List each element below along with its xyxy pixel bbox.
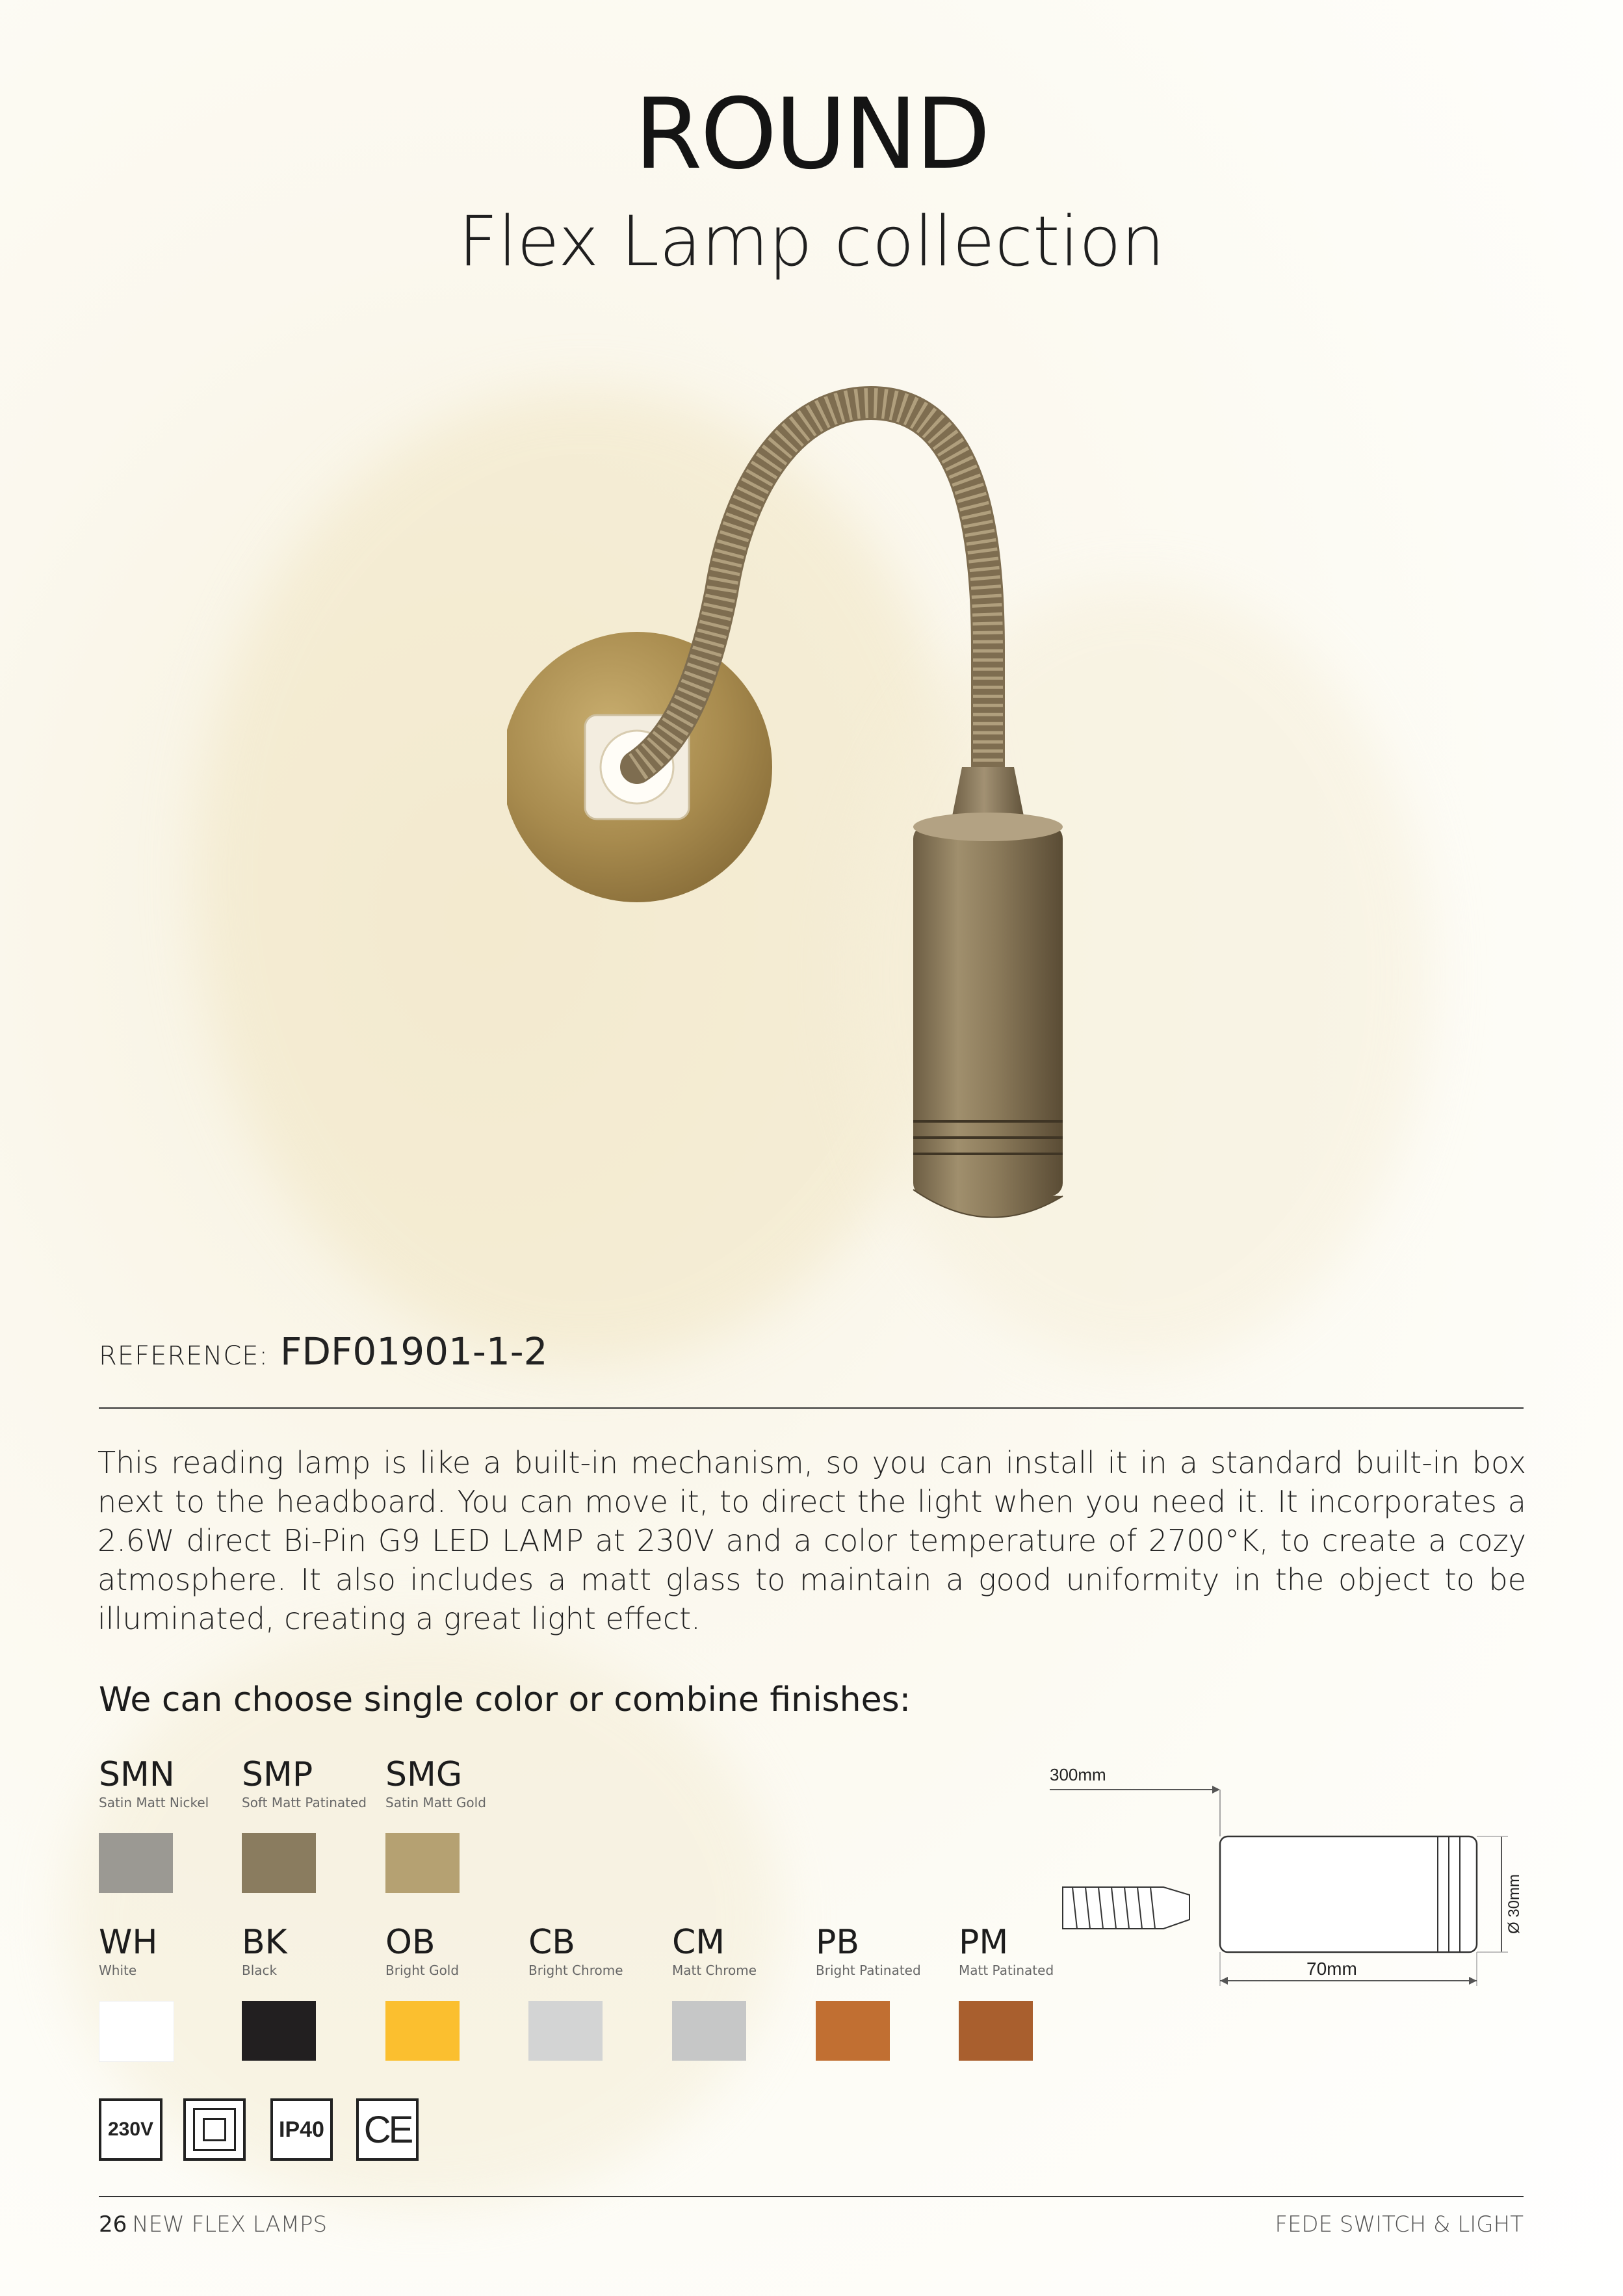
finish-swatch-bk <box>242 1923 372 2061</box>
diameter-label: Ø 30mm <box>1505 1873 1523 1934</box>
finish-code: CB <box>528 1923 575 1962</box>
finish-code: CM <box>672 1923 725 1962</box>
ip-label: IP40 <box>279 2117 324 2142</box>
flex-section <box>1063 1887 1189 1929</box>
page-number: 26 <box>99 2211 127 2237</box>
section-name: NEW FLEX LAMPS <box>132 2211 328 2237</box>
finish-swatch-cm <box>672 1923 802 2061</box>
page-title: ROUND <box>634 78 989 191</box>
finish-chip <box>959 2001 1033 2061</box>
finish-code: OB <box>385 1923 435 1962</box>
finish-chip <box>672 2001 746 2061</box>
finish-name: Satin Matt Gold <box>385 1795 486 1810</box>
finish-swatch-wh <box>99 1923 229 2062</box>
finish-chip <box>242 1833 316 1893</box>
finish-name: White <box>99 1963 137 1978</box>
footer-left <box>99 2211 327 2237</box>
finish-name: Bright Chrome <box>528 1963 623 1978</box>
finish-chip <box>385 1833 460 1893</box>
finish-swatch-smn <box>99 1755 229 1893</box>
finish-name: Satin Matt Nickel <box>99 1795 209 1810</box>
finish-swatch-smg <box>385 1755 515 1893</box>
reference-label: REFERENCE: <box>99 1341 269 1371</box>
finish-swatch-pb <box>816 1923 946 2061</box>
finish-name: Soft Matt Patinated <box>242 1795 367 1810</box>
finish-name: Bright Gold <box>385 1963 460 1978</box>
finish-swatch-smp <box>242 1755 372 1893</box>
body-length-label: 70mm <box>1306 1959 1357 1979</box>
ip40-badge <box>270 2098 333 2161</box>
product-image <box>507 377 1144 1248</box>
footer-divider <box>99 2196 1524 2197</box>
ce-mark-icon <box>356 2098 419 2161</box>
finish-code: SMP <box>242 1755 313 1794</box>
finish-code: SMN <box>99 1755 175 1794</box>
finish-name: Black <box>242 1963 278 1978</box>
reference-value: FDF01901-1-2 <box>280 1329 548 1374</box>
finish-code: WH <box>99 1923 158 1962</box>
dimension-diagram <box>1037 1758 1537 2005</box>
length-label: 300mm <box>1050 1765 1106 1784</box>
finish-swatch-ob <box>385 1923 515 2061</box>
finish-name: Matt Patinated <box>959 1963 1054 1978</box>
finishes-heading: We can choose single color or combine finishes: <box>99 1680 911 1719</box>
finish-name: Matt Chrome <box>672 1963 757 1978</box>
voltage-230v-badge <box>99 2098 162 2161</box>
finish-chip <box>99 1833 173 1893</box>
finish-chip <box>242 2001 316 2061</box>
finish-code: SMG <box>385 1755 463 1794</box>
double-insulation-icon <box>183 2098 246 2161</box>
finish-chip <box>99 2001 174 2062</box>
lamp-body <box>913 826 1063 1196</box>
ce-label: CE <box>363 2108 411 2151</box>
page-subtitle: Flex Lamp collection <box>458 202 1165 281</box>
finish-swatch-cb <box>528 1923 658 2061</box>
finish-code: PB <box>816 1923 860 1962</box>
finish-chip <box>385 2001 460 2061</box>
finish-name: Bright Patinated <box>816 1963 921 1978</box>
product-reference <box>99 1329 548 1374</box>
finish-code: PM <box>959 1923 1009 1962</box>
finish-chip <box>816 2001 890 2061</box>
product-description: This reading lamp is like a built-in mechanism, so you can install it in a standard built-in box next to the headboard. You can move it, to direct the light when you need it. It incorporates a 2.6W direct Bi-Pin G9 LED LAMP at 230V and a color temperature of 2700°K, to create a cozy atmosphere. It also includes a matt glass to maintain a good uniformity in the object to be illuminated, creating a great light effect. <box>97 1445 1526 1636</box>
finish-code: BK <box>242 1923 287 1962</box>
divider <box>99 1407 1524 1409</box>
voltage-label: 230V <box>107 2119 154 2140</box>
footer-brand: FEDE SWITCH & LIGHT <box>1275 2211 1524 2237</box>
finish-chip <box>528 2001 603 2061</box>
